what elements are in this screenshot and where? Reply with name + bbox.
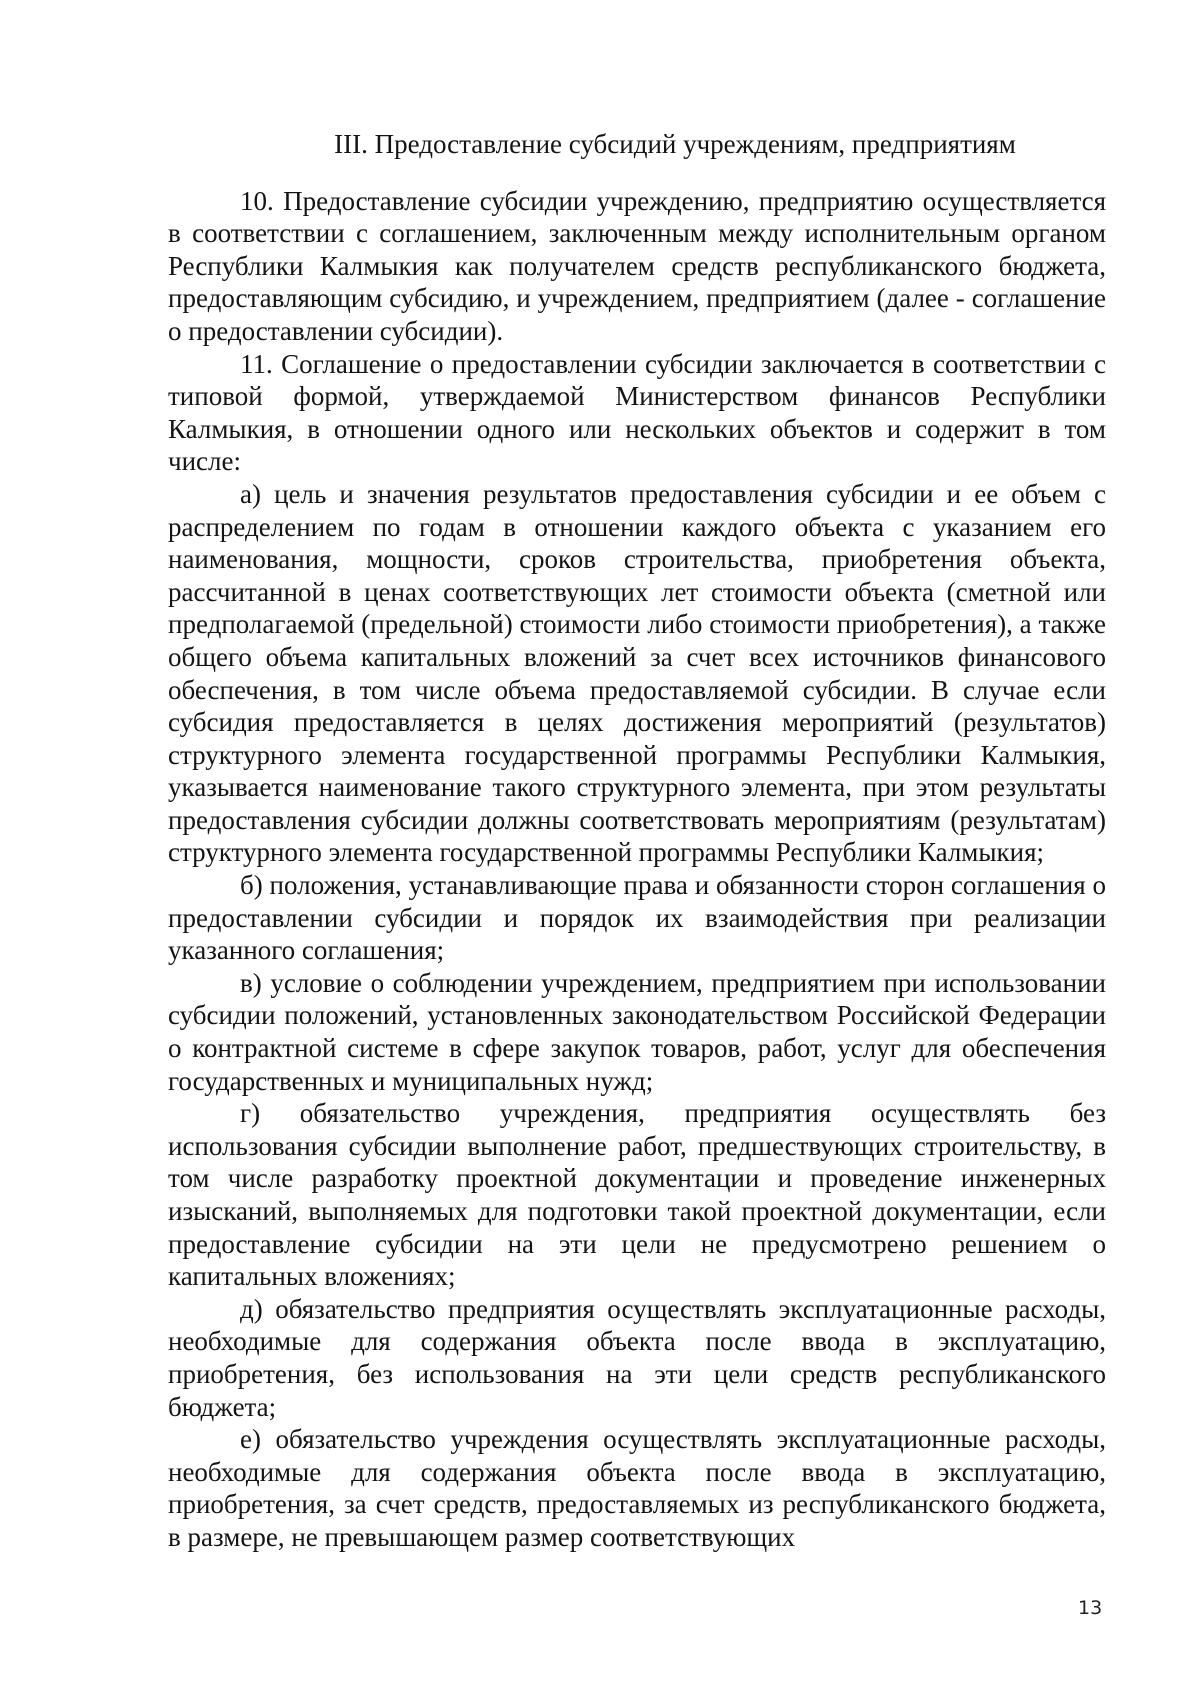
paragraph-11-v: в) условие о соблюдении учреждением, предприятием при использовании субсидии положений, установленных законодательством Российской Федерации о контрактной системе в сфере закупок товаров, работ, услуг для обеспечения государственных и муниципальных нужд; [168,967,1106,1096]
page-number: 13 [1078,1597,1103,1619]
paragraph-11-e: е) обязательство учреждения осуществлять эксплуатационные расходы, необходимые для содержания объекта после ввода в эксплуатацию, приобретения, за счет средств, предоставляемых из республиканского бюджета, в размере, не превышающем размер соответствующих [168,1424,1106,1552]
section-heading: III. Предоставление субсидий учреждениям, предприятиям [334,129,1016,159]
paragraph-11-b: б) положения, устанавливающие права и обязанности сторон соглашения о предоставлении субсидии и порядок их взаимодействия при реализации указанного соглашения; [168,870,1106,966]
document-body [168,128,1106,1554]
paragraph-11-d: д) обязательство предприятия осуществлять эксплуатационные расходы, необходимые для содержания объекта после ввода в эксплуатацию, приобретения, без использования на эти цели средств республиканского бюджета; [168,1293,1106,1422]
paragraph-11-a: а) цель и значения результатов предоставления субсидии и ее объем с распределением по годам в отношении каждого объекта с указанием его наименования, мощности, сроков строительства, приобретения объекта, рассчитанной в ценах соответствующих лет стоимости объекта (сметной или предполагаемой (предельной) стоимости либо стоимости приобретения), а также общего объема капитальных вложений за счет всех источников финансового обеспечения, в том числе объема предоставляемой субсидии. В случае если субсидия предоставляется в целях достижения мероприятий (результатов) структурного элемента государственной программы Республики Калмыкия, указывается наименование такого структурного элемента, при этом результаты предоставления субсидии должны соответствовать мероприятиям (результатам) структурного элемента государственной программы Республики Калмыкия; [168,478,1106,868]
paragraph-11-g: г) обязательство учреждения, предприятия осуществлять без использования субсидии выполнение работ, предшествующих строительству, в том числе разработку проектной документации и проведение инженерных изысканий, выполняемых для подготовки такой проектной документации, если предоставление субсидии на эти цели не предусмотрено решением о капитальных вложениях; [168,1098,1106,1292]
paragraph-11: 11. Соглашение о предоставлении субсидии заключается в соответствии с типовой формой, утверждаемой Министерством финансов Республики Калмыкия, в отношении одного или нескольких объектов и содержит в том числе: [168,348,1106,477]
paragraph-10: 10. Предоставление субсидии учреждению, предприятию осуществляется в соответствии с соглашением, заключенным между исполнительным органом Республики Калмыкия как получателем средств республиканского бюджета, предоставляющим субсидию, и учреждением, предприятием (далее - соглашение о предоставлении субсидии). [168,185,1106,346]
